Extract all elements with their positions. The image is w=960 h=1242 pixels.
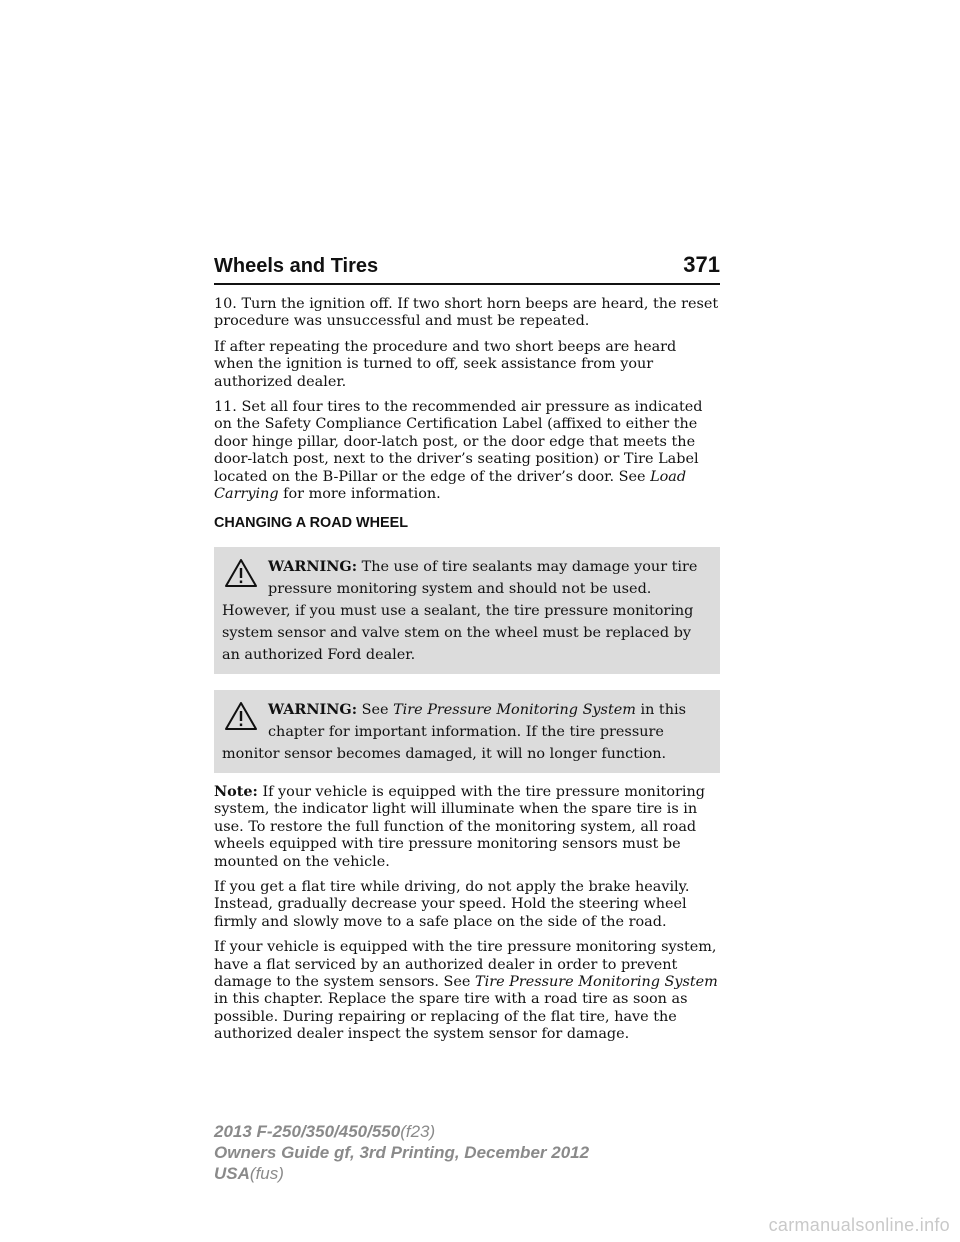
warning-text: See (357, 701, 394, 718)
page-number: 371 (683, 252, 720, 277)
warning-box-tpms (214, 690, 720, 773)
paragraph-flat-tire: If you get a flat tire while driving, do not apply the brake heavily. Instead, gradually decrease your speed. Hold the steering wheel firmly and slowly move to a safe place on the side of the road. (214, 878, 690, 930)
section-title: Wheels and Tires (214, 255, 379, 277)
note-text: If your vehicle is equipped with the tire pressure monitoring system, the indicator light will illuminate when the spare tire is in use. To restore the full function of the monitoring system, all road wheels equipped with tire pressure monitoring sensors must be mounted on the vehicle. (214, 783, 705, 870)
paragraph-step-11 (214, 399, 720, 503)
tpms-service-text: If your vehicle is equipped with the tire pressure monitoring system, have a flat serviced by an authorized dealer in order to prevent damage to the system sensors. See (214, 939, 717, 990)
tpms-reference: Tire Pressure Monitoring System (393, 701, 636, 718)
section-heading: CHANGING A ROAD WHEEL (214, 515, 408, 532)
paragraph-step-10: 10. Turn the ignition off. If two short horn beeps are heard, the reset procedure was unsuccessful and must be repeated. (214, 296, 719, 330)
footer-model: 2013 F-250/350/450/550 (214, 1122, 401, 1141)
page-header (214, 252, 720, 278)
note-paragraph (214, 783, 720, 871)
load-carrying-reference: Load Carrying (214, 468, 687, 503)
warning-box-sealant (214, 547, 720, 674)
note-label: Note: (214, 782, 258, 800)
footer-market: USA (214, 1164, 250, 1183)
footer-market-code: (fus) (249, 1164, 284, 1183)
footer-market-line (214, 1163, 589, 1184)
page-content (214, 296, 720, 1052)
page-footer (214, 1121, 589, 1184)
paragraph-tpms-service (214, 939, 720, 1043)
watermark: carmanualsonline.info (768, 1215, 950, 1235)
warning-triangle-icon (224, 701, 258, 731)
warning-label: WARNING: (268, 700, 358, 718)
step-11-text: 11. Set all four tires to the recommended air pressure as indicated on the Safety Compliance Certification Label (affixed to either the door hinge pillar, door-latch post, or the door edge that meets the door-latch post, next to the driver’s seating position) or Tire Label located on the B-Pillar or the edge of the driver’s door. See (214, 399, 703, 485)
footer-model-code: (f23) (400, 1122, 436, 1141)
header-rule (214, 283, 720, 285)
footer-model-line (214, 1121, 589, 1142)
footer-edition-line: Owners Guide gf, 3rd Printing, December 2012 (214, 1143, 590, 1162)
paragraph-repeat-help: If after repeating the procedure and two short beeps are heard when the ignition is turned to off, seek assistance from your authorized dealer. (214, 338, 677, 390)
warning-text-end: in this chapter for important information. If the tire pressure monitor sensor becomes damaged, it will no longer function. (222, 701, 686, 762)
step-11-text-end: for more information. (278, 486, 441, 503)
tpms-service-text-end: in this chapter. Replace the spare tire with a road tire as soon as possible. During repairing or replacing of the flat tire, have the authorized dealer inspect the system sensor for damage. (214, 991, 688, 1043)
warning-text: The use of tire sealants may damage your tire pressure monitoring system and should not be used. However, if you must use a sealant, the tire pressure monitoring system sensor and valve stem on the wheel must be replaced by an authorized Ford dealer. (222, 558, 698, 663)
warning-triangle-icon (224, 558, 258, 588)
warning-label: WARNING: (268, 557, 358, 575)
tpms-reference: Tire Pressure Monitoring System (475, 973, 718, 990)
